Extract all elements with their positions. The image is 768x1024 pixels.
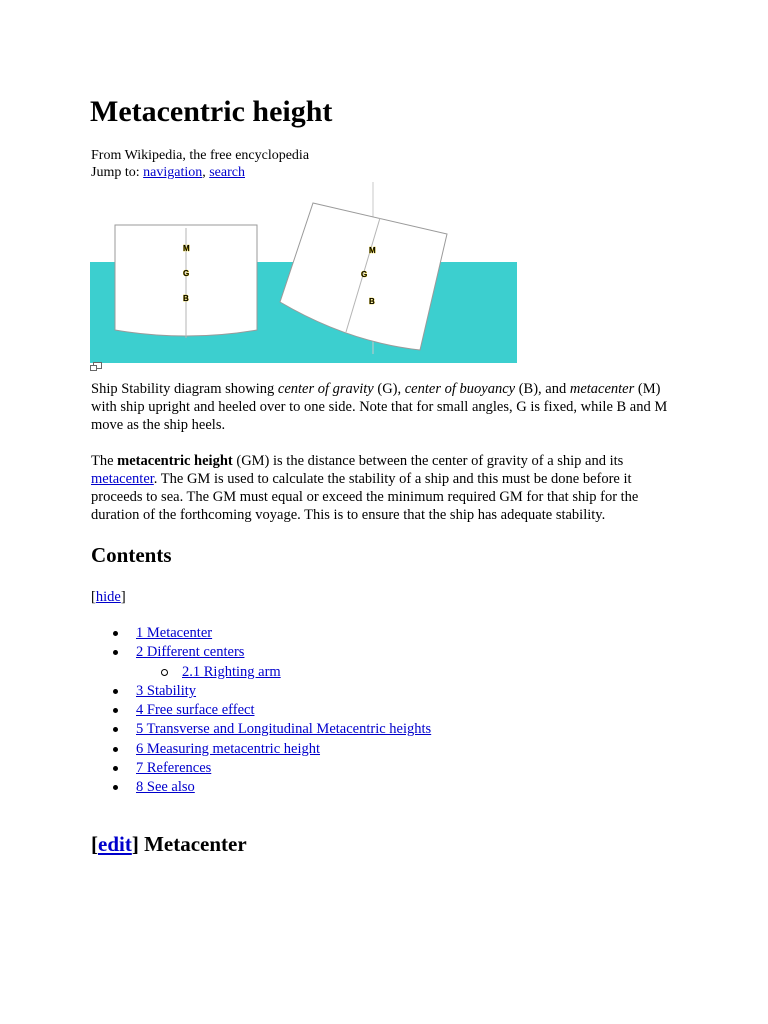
upright-g-label: G (183, 269, 190, 278)
toc-item (91, 701, 431, 720)
jump-separator: , (202, 165, 210, 180)
toc-link-different-centers[interactable]: 2 Different centers (136, 644, 245, 661)
jump-to-line (91, 164, 245, 181)
edit-section-link[interactable]: edit (98, 832, 132, 856)
toc-link-references[interactable]: 7 References (136, 760, 212, 777)
caption-text: Ship Stability diagram showing (91, 381, 278, 397)
toc-link-measuring[interactable]: 6 Measuring metacentric height (136, 740, 321, 757)
toc-toggle-bracket: ] (120, 589, 126, 605)
figure-caption (91, 380, 671, 434)
bullet-icon (113, 689, 118, 694)
toc-item (91, 759, 431, 778)
intro-term: metacentric height (117, 453, 233, 469)
toc-item (91, 778, 431, 797)
caption-text: (M) with ship upright and heeled over to one side. Note that for small angles, G is fixed, while B and M move as the ship heels. (91, 381, 668, 433)
heeled-m-label: M (369, 246, 376, 255)
contents-heading: Contents (91, 543, 172, 567)
toc-item (91, 682, 431, 701)
edit-bracket: [ (91, 832, 98, 856)
toc-link-free-surface-effect[interactable]: 4 Free surface effect (136, 702, 255, 719)
intro-paragraph (91, 452, 671, 524)
toc-link-stability[interactable]: 3 Stability (136, 682, 197, 699)
ship-stability-diagram (90, 180, 518, 376)
section-heading-metacenter (91, 830, 247, 858)
hollow-bullet-icon (161, 669, 168, 676)
toc-item (91, 624, 431, 643)
bullet-icon (113, 631, 118, 636)
intro-text: . The GM is used to calculate the stability of a ship and this must be done before it proceeds to sea. The GM must equal or exceed the minimum required GM for that ship for the duration of the forthcoming voyage. This is to ensure that the ship has adequate stability. (91, 471, 639, 523)
heeled-b-label: B (369, 297, 375, 306)
hide-toc-link[interactable]: hide (95, 589, 121, 605)
heeled-g-label: G (361, 270, 368, 279)
caption-term-metacenter: metacenter (569, 381, 635, 397)
upright-b-label: B (183, 294, 189, 303)
section-title: Metacenter (138, 832, 247, 856)
bullet-icon (113, 785, 118, 790)
toc-link-metacenter[interactable]: 1 Metacenter (136, 625, 213, 641)
bullet-icon (113, 650, 118, 655)
toc-toggle-bracket: [ (91, 589, 96, 605)
bullet-icon (113, 708, 118, 713)
caption-term-center-of-gravity: center of gravity (277, 381, 374, 397)
site-subtitle: From Wikipedia, the free encyclopedia (91, 148, 310, 163)
jump-to-label: Jump to: (91, 165, 144, 180)
caption-text: (G), (373, 381, 405, 397)
edit-bracket: ] (131, 832, 139, 856)
caption-text: (B), and (515, 381, 570, 397)
toc-toggle (91, 588, 126, 606)
toc-item (91, 740, 431, 759)
metacenter-link[interactable]: metacenter (91, 471, 154, 487)
intro-text: The (91, 453, 118, 469)
caption-term-center-of-buoyancy: center of buoyancy (404, 381, 516, 397)
search-link[interactable]: search (209, 165, 245, 180)
upright-m-label: M (183, 244, 190, 253)
toc-subitem (91, 663, 431, 682)
bullet-icon (113, 766, 118, 771)
intro-text: (GM) is the distance between the center of gravity of a ship and its (232, 453, 624, 469)
table-of-contents (91, 624, 431, 798)
enlarge-icon[interactable] (90, 362, 102, 372)
bullet-icon (113, 727, 118, 732)
toc-link-righting-arm[interactable]: 2.1 Righting arm (182, 663, 281, 680)
bullet-icon (113, 747, 118, 752)
navigation-link[interactable]: navigation (143, 165, 203, 180)
toc-item (91, 643, 431, 662)
toc-link-see-also[interactable]: 8 See also (136, 779, 195, 796)
toc-item (91, 720, 431, 739)
ship-stability-figure[interactable] (90, 180, 518, 376)
toc-link-transverse-longitudinal[interactable]: 5 Transverse and Longitudinal Metacentric heights (136, 721, 432, 738)
page-title: Metacentric height (90, 95, 333, 128)
